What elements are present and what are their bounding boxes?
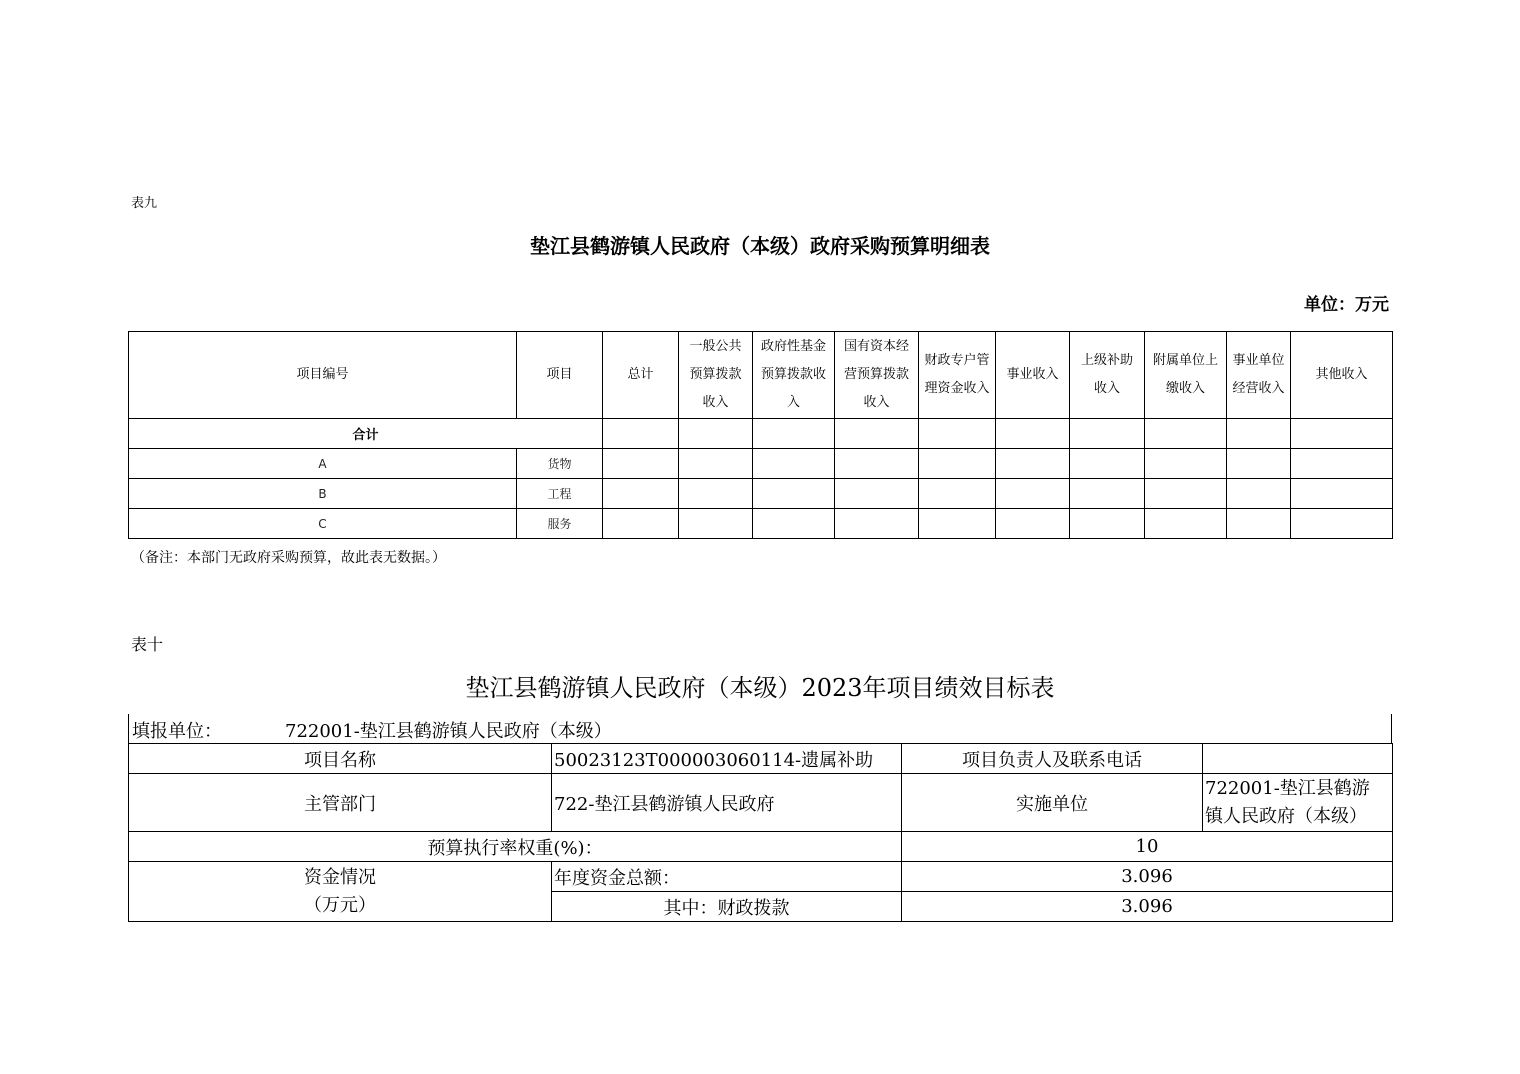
table-cell [1145, 509, 1227, 539]
header-subsidiary-payment [1145, 332, 1227, 419]
table-cell [1070, 419, 1145, 449]
table-cell [996, 419, 1070, 449]
header-text: 附属单位上 [1152, 353, 1218, 368]
table-cell [1070, 479, 1145, 509]
weight-value: 10 [902, 832, 1393, 862]
fiscal-allocation-label: 其中：财政拨款 [552, 892, 902, 922]
header-text: 理资金收入 [924, 381, 990, 396]
table-cell [1227, 449, 1291, 479]
weight-label: 预算执行率权重(%)： [129, 832, 902, 862]
header-total: 总计 [603, 332, 679, 419]
header-text: 收入 [863, 395, 890, 410]
annual-total-value: 3.096 [902, 862, 1393, 892]
row-code: A [129, 449, 517, 479]
header-project: 项目 [517, 332, 603, 419]
header-text: 一般公共 [689, 339, 742, 354]
table-cell [753, 449, 835, 479]
header-operating-income [1227, 332, 1291, 419]
header-state-capital [835, 332, 919, 419]
fill-unit-label: 填报单位： [132, 721, 222, 742]
table-cell [603, 479, 679, 509]
row-code: C [129, 509, 517, 539]
table-cell [1145, 479, 1227, 509]
table-cell [753, 419, 835, 449]
impl-unit-value-line: 镇人民政府（本级） [1205, 805, 1367, 827]
table-cell [679, 419, 753, 449]
header-text: 政府性基金 [760, 339, 826, 354]
header-text: 收入 [1093, 381, 1120, 396]
table-cell [835, 449, 919, 479]
header-text: 营预算拨款 [843, 367, 909, 382]
dept-value: 722-垫江县鹤游镇人民政府 [552, 774, 902, 832]
header-text: 预算拨款收 [760, 367, 826, 382]
table-row [129, 509, 1393, 539]
table9-unit: 单位：万元 [1304, 295, 1389, 315]
table-row [129, 744, 1393, 774]
table9-title: 垫江县鹤游镇人民政府（本级）政府采购预算明细表 [530, 234, 990, 258]
table9-total-row [129, 419, 1393, 449]
table-cell [835, 479, 919, 509]
performance-target-table [128, 743, 1393, 922]
table-cell [1070, 509, 1145, 539]
header-text: 预算拨款 [689, 367, 742, 382]
header-text: 收入 [702, 395, 729, 410]
table10-label: 表十 [131, 635, 164, 654]
fill-unit-value: 722001-垫江县鹤游镇人民政府（本级） [285, 721, 612, 742]
header-text: 缴收入 [1165, 381, 1205, 396]
table9-note: （备注：本部门无政府采购预算，故此表无数据。） [131, 550, 446, 566]
header-other-income: 其他收入 [1291, 332, 1393, 419]
table-cell [996, 449, 1070, 479]
total-label: 合计 [129, 419, 603, 449]
table-cell [919, 509, 996, 539]
funds-label-line: 资金情况 [304, 866, 376, 888]
table-cell [603, 509, 679, 539]
table-cell [1227, 419, 1291, 449]
table9-header-row [129, 332, 1393, 419]
table-cell [1227, 479, 1291, 509]
table-cell [603, 449, 679, 479]
table-cell [603, 419, 679, 449]
dept-label: 主管部门 [129, 774, 552, 832]
table-cell [996, 479, 1070, 509]
impl-unit-value [1203, 774, 1393, 832]
header-text: 经营收入 [1232, 381, 1285, 396]
row-item: 工程 [517, 479, 603, 509]
project-name-label: 项目名称 [129, 744, 552, 774]
header-text: 国有资本经 [843, 339, 909, 354]
table-cell [919, 419, 996, 449]
table-row [129, 774, 1393, 832]
table-cell [679, 509, 753, 539]
contact-label: 项目负责人及联系电话 [902, 744, 1203, 774]
fiscal-allocation-value: 3.096 [902, 892, 1393, 922]
table-cell [1291, 419, 1393, 449]
header-text: 入 [786, 395, 800, 410]
table-cell [1145, 449, 1227, 479]
fill-unit-row [128, 714, 1392, 743]
header-text: 上级补助 [1080, 353, 1133, 368]
annual-total-label: 年度资金总额： [552, 862, 902, 892]
table-cell [1291, 509, 1393, 539]
impl-unit-value-line: 722001-垫江县鹤游 [1205, 777, 1370, 799]
project-name-value: 50023123T000003060114-遗属补助 [552, 744, 902, 774]
row-code: B [129, 479, 517, 509]
header-text: 事业单位 [1232, 353, 1285, 368]
header-project-code: 项目编号 [129, 332, 517, 419]
table-cell [679, 449, 753, 479]
table-row [129, 479, 1393, 509]
table-cell [835, 509, 919, 539]
table-cell [679, 479, 753, 509]
table-cell [996, 509, 1070, 539]
table-cell [835, 419, 919, 449]
table10-title: 垫江县鹤游镇人民政府（本级）2023年项目绩效目标表 [465, 674, 1055, 702]
header-superior-subsidy [1070, 332, 1145, 419]
contact-value [1203, 744, 1393, 774]
table-cell [919, 479, 996, 509]
table-cell [1291, 479, 1393, 509]
row-item: 服务 [517, 509, 603, 539]
table-cell [1070, 449, 1145, 479]
funds-label-line: （万元） [304, 894, 376, 916]
funds-label [129, 862, 552, 922]
header-general-public-budget [679, 332, 753, 419]
impl-unit-label: 实施单位 [902, 774, 1203, 832]
header-text: 财政专户管 [924, 353, 990, 368]
table-cell [753, 479, 835, 509]
procurement-budget-table [128, 331, 1393, 539]
table-cell [1227, 509, 1291, 539]
header-business-income: 事业收入 [996, 332, 1070, 419]
header-government-fund [753, 332, 835, 419]
row-item: 货物 [517, 449, 603, 479]
table-row [129, 832, 1393, 862]
table-cell [753, 509, 835, 539]
header-special-account [919, 332, 996, 419]
table-row [129, 449, 1393, 479]
table9-label: 表九 [131, 196, 158, 211]
table-row [129, 862, 1393, 892]
table-cell [919, 449, 996, 479]
table-cell [1291, 449, 1393, 479]
table-cell [1145, 419, 1227, 449]
